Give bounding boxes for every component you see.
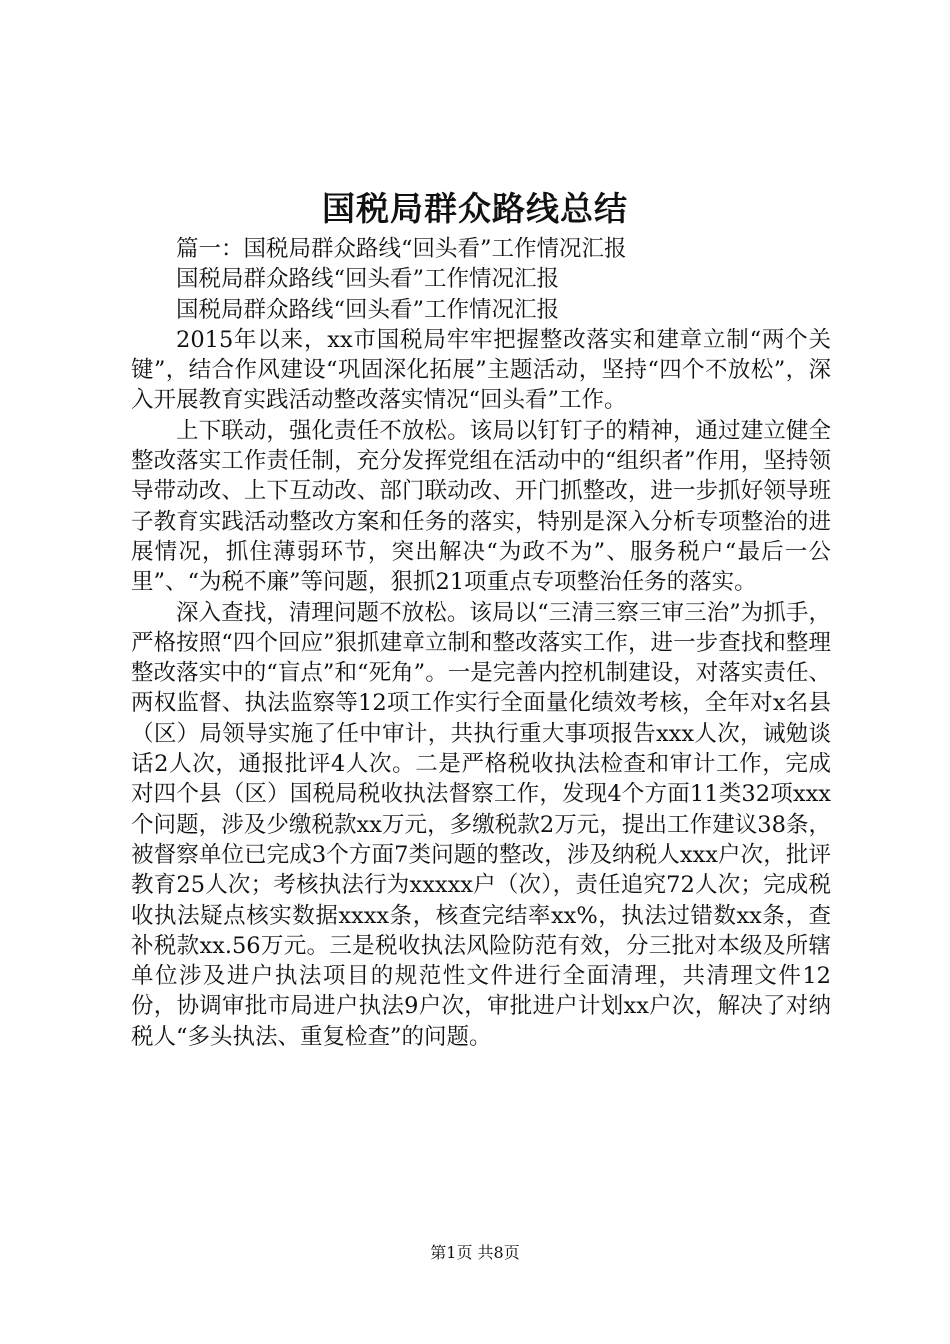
paragraph-subtitle: 国税局群众路线“回头看”工作情况汇报 — [176, 266, 560, 293]
paragraph-section-1: 上下联动，强化责任不放松。该局以钉钉子的精神，通过建立健全整改落实工作责任制，充分发挥党组在活动中的“组织者”作用，坚持领导带动改、上下互动改、部门联动改、开门抓整改，进一步抓好领导班子教育实践活动整改方案和任务的落实，特别是深入分析专项整治的进展情况，抓住薄弱环节，突出解决“为政不为”、服务税户“最后一公里”、“为税不廉”等问题，狠抓21项重点专项整治任务的落实。 — [131, 417, 831, 596]
document-body — [131, 234, 831, 1052]
paragraph-heading: 篇一：国税局群众路线“回头看”工作情况汇报 — [176, 236, 627, 262]
page-footer: 第1页 共8页 — [430, 1243, 520, 1262]
document-title: 国税局群众路线总结 — [322, 189, 628, 228]
paragraph-subtitle-repeat: 国税局群众路线“回头看”工作情况汇报 — [176, 296, 560, 323]
paragraph-section-2: 深入查找，清理问题不放松。该局以“三清三察三审三治”为抓手，严格按照“四个回应”狠抓建章立制和整改落实工作，进一步查找和整理整改落实中的“盲点”和“死角”。一是完善内控机制建设，对落实责任、两权监督、执法监察等12项工作实行全面量化绩效考核，全年对x名县（区）局领导实施了任中审计，共执行重大事项报告xxx人次，诫勉谈话2人次，通报批评4人次。二是严格税收执法检查和审计工作，完成对四个县（区）国税局税收执法督察工作，发现4个方面11类32项xxx个问题，涉及少缴税款xx万元，多缴税款2万元，提出工作建议38条，被督察单位已完成3个方面7类问题的整改，涉及纳税人xxx户次，批评教育25人次；考核执法行为xxxxx户（次），责任追究72人次；完成税收执法疑点核实数据xxxx条，核查完结率xx%，执法过错数xx条，查补税款xx.56万元。三是税收执法风险防范有效，分三批对本级及所辖单位涉及进户执法项目的规范性文件进行全面清理，共清理文件12份，协调审批市局进户执法9户次，审批进户计划xx户次，解决了对纳税人“多头执法、重复检查”的问题。 — [131, 599, 831, 1050]
paragraph-intro: 2015年以来，xx市国税局牢牢把握整改落实和建章立制“两个关键”，结合作风建设“巩固深化拓展”主题活动，坚持“四个不放松”，深入开展教育实践活动整改落实情况“回头看”工作。 — [131, 326, 831, 414]
